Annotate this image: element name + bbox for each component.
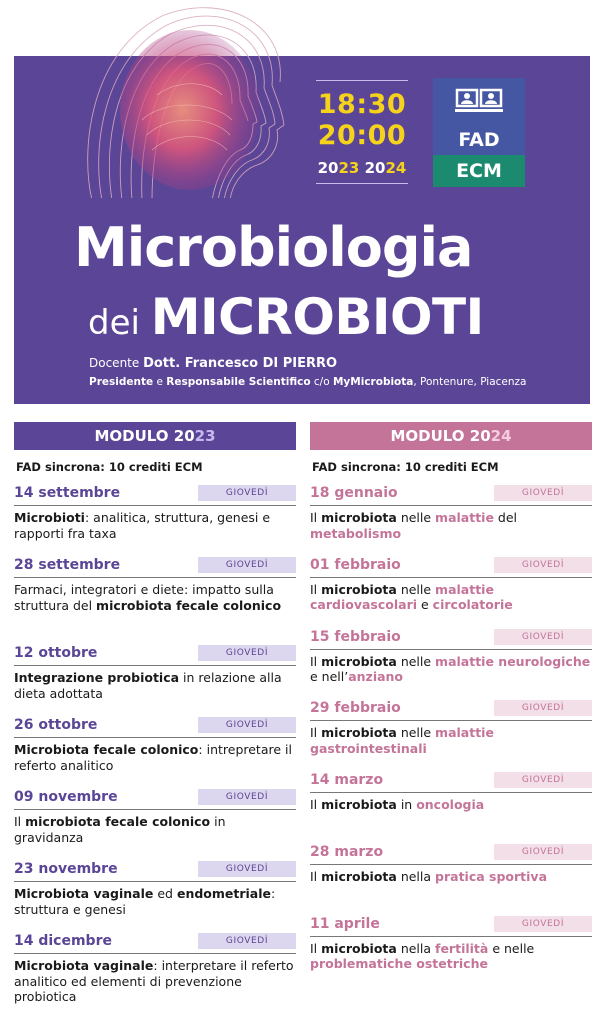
- lesson-topic: Il microbiota nelle malattie cardiovascolari e circolatorie: [310, 581, 513, 613]
- weekday-badge: GIOVEDÌ: [494, 772, 592, 788]
- head-profile-illustration: [72, 0, 302, 205]
- lesson-item: [14, 788, 296, 860]
- teacher-line: Docente Dott. Francesco DI PIERRO: [89, 356, 338, 371]
- lesson-item: [14, 716, 296, 788]
- lesson-list: [14, 484, 296, 1018]
- divider: [14, 577, 296, 578]
- lesson-topic: Il microbiota nella fertilità e nelle problematiche ostetriche: [310, 940, 535, 972]
- lesson-topic: Microbiota vaginale: interpretare il referto analitico ed elementi di prevenzione probiotica: [14, 958, 294, 1004]
- end-time: 20:00: [317, 120, 407, 151]
- lesson-date: 29 febbraio: [310, 700, 401, 717]
- weekday-badge: GIOVEDÌ: [494, 485, 592, 501]
- module-header: MODULO 2023: [14, 422, 296, 450]
- lesson-date: 11 aprile: [310, 915, 380, 932]
- ecm-badge: ECM: [433, 155, 525, 187]
- divider: [310, 936, 592, 937]
- lesson-item: [14, 556, 296, 644]
- lesson-item: [310, 556, 592, 628]
- module-2024: [310, 422, 592, 987]
- divider: [316, 80, 408, 81]
- module-header: MODULO 2024: [310, 422, 592, 450]
- lesson-date: 28 settembre: [14, 557, 121, 573]
- lesson-date: 14 dicembre: [14, 933, 112, 949]
- lesson-topic: Il microbiota nella pratica sportiva: [310, 868, 548, 884]
- lesson-item: [310, 843, 592, 915]
- credits-note: FAD sincrona: 10 crediti ECM: [16, 460, 203, 474]
- divider: [310, 792, 592, 793]
- lesson-topic: Il microbiota nelle malattie gastrointestinali: [310, 725, 494, 756]
- weekday-badge: GIOVEDÌ: [198, 717, 296, 733]
- lesson-topic: Integrazione probiotica in relazione alla dieta adottata: [14, 670, 282, 701]
- lesson-item: [14, 860, 296, 932]
- weekday-badge: GIOVEDÌ: [198, 789, 296, 805]
- weekday-badge: GIOVEDÌ: [494, 916, 592, 932]
- weekday-badge: GIOVEDÌ: [198, 645, 296, 661]
- lesson-list: [310, 484, 592, 987]
- lesson-item: [310, 628, 592, 700]
- video-conference-icon: [454, 88, 504, 118]
- weekday-badge: GIOVEDÌ: [198, 557, 296, 573]
- lesson-date: 01 febbraio: [310, 556, 401, 573]
- title-panel: [14, 198, 590, 404]
- lesson-topic: Il microbiota nelle malattie del metabolismo: [310, 510, 518, 541]
- lesson-topic: Microbiota vaginale ed endometriale: struttura e genesi: [14, 886, 276, 917]
- divider: [14, 665, 296, 666]
- lesson-topic: Microbiota fecale colonico: intrepretare il referto analitico: [14, 742, 292, 773]
- divider: [14, 809, 296, 810]
- lesson-date: 12 ottobre: [14, 645, 98, 661]
- lesson-item: [310, 915, 592, 987]
- lesson-date: 15 febbraio: [310, 628, 401, 645]
- lesson-item: [310, 484, 592, 556]
- lesson-item: [310, 699, 592, 771]
- lesson-topic: Farmaci, integratori e diete: impatto sulla struttura del microbiota fecale colonico: [14, 582, 282, 613]
- divider: [14, 737, 296, 738]
- lesson-topic: Il microbiota fecale colonico in gravidanza: [14, 814, 226, 845]
- weekday-badge: GIOVEDÌ: [494, 844, 592, 860]
- module-2023: [14, 422, 296, 1018]
- lesson-topic: Il microbiota nelle malattie neurologiche e nell’anziano: [310, 653, 591, 685]
- teacher-role: Presidente e Responsabile Scientifico c/o MyMicrobiota, Pontenure, Piacenza: [89, 376, 527, 388]
- weekday-badge: GIOVEDÌ: [494, 700, 592, 716]
- lesson-date: 23 novembre: [14, 861, 118, 877]
- main-title: Microbiologia: [74, 216, 473, 279]
- divider: [14, 505, 296, 506]
- weekday-badge: GIOVEDÌ: [494, 557, 592, 573]
- divider: [14, 953, 296, 954]
- fad-label: FAD: [458, 129, 500, 151]
- lesson-topic: Il microbiota in oncologia: [310, 797, 485, 813]
- divider: [310, 864, 592, 865]
- lesson-date: 28 marzo: [310, 843, 384, 860]
- lesson-date: 18 gennaio: [310, 485, 398, 501]
- lesson-topic: Microbioti: analitica, struttura, genesi e rapporti fra taxa: [14, 510, 271, 541]
- lesson-item: [14, 932, 296, 1018]
- main-title-line2: dei MICROBIOTI: [88, 288, 484, 346]
- schedule-times: [312, 80, 412, 184]
- divider: [316, 183, 408, 184]
- weekday-badge: GIOVEDÌ: [494, 629, 592, 645]
- weekday-badge: GIOVEDÌ: [198, 933, 296, 949]
- divider: [310, 505, 592, 506]
- start-time: 18:30: [317, 89, 407, 120]
- lesson-date: 26 ottobre: [14, 717, 98, 733]
- lesson-date: 09 novembre: [14, 789, 118, 805]
- lesson-item: [310, 771, 592, 843]
- lesson-date: 14 settembre: [14, 485, 121, 501]
- lesson-item: [14, 484, 296, 556]
- weekday-badge: GIOVEDÌ: [198, 861, 296, 877]
- years: 2023 2024: [317, 159, 407, 177]
- lesson-item: [14, 644, 296, 716]
- weekday-badge: GIOVEDÌ: [198, 485, 296, 501]
- divider: [14, 881, 296, 882]
- lesson-date: 14 marzo: [310, 772, 384, 789]
- divider: [310, 577, 592, 578]
- divider: [310, 649, 592, 650]
- fad-badge: [433, 78, 525, 155]
- divider: [310, 720, 592, 721]
- credits-note: FAD sincrona: 10 crediti ECM: [312, 460, 499, 474]
